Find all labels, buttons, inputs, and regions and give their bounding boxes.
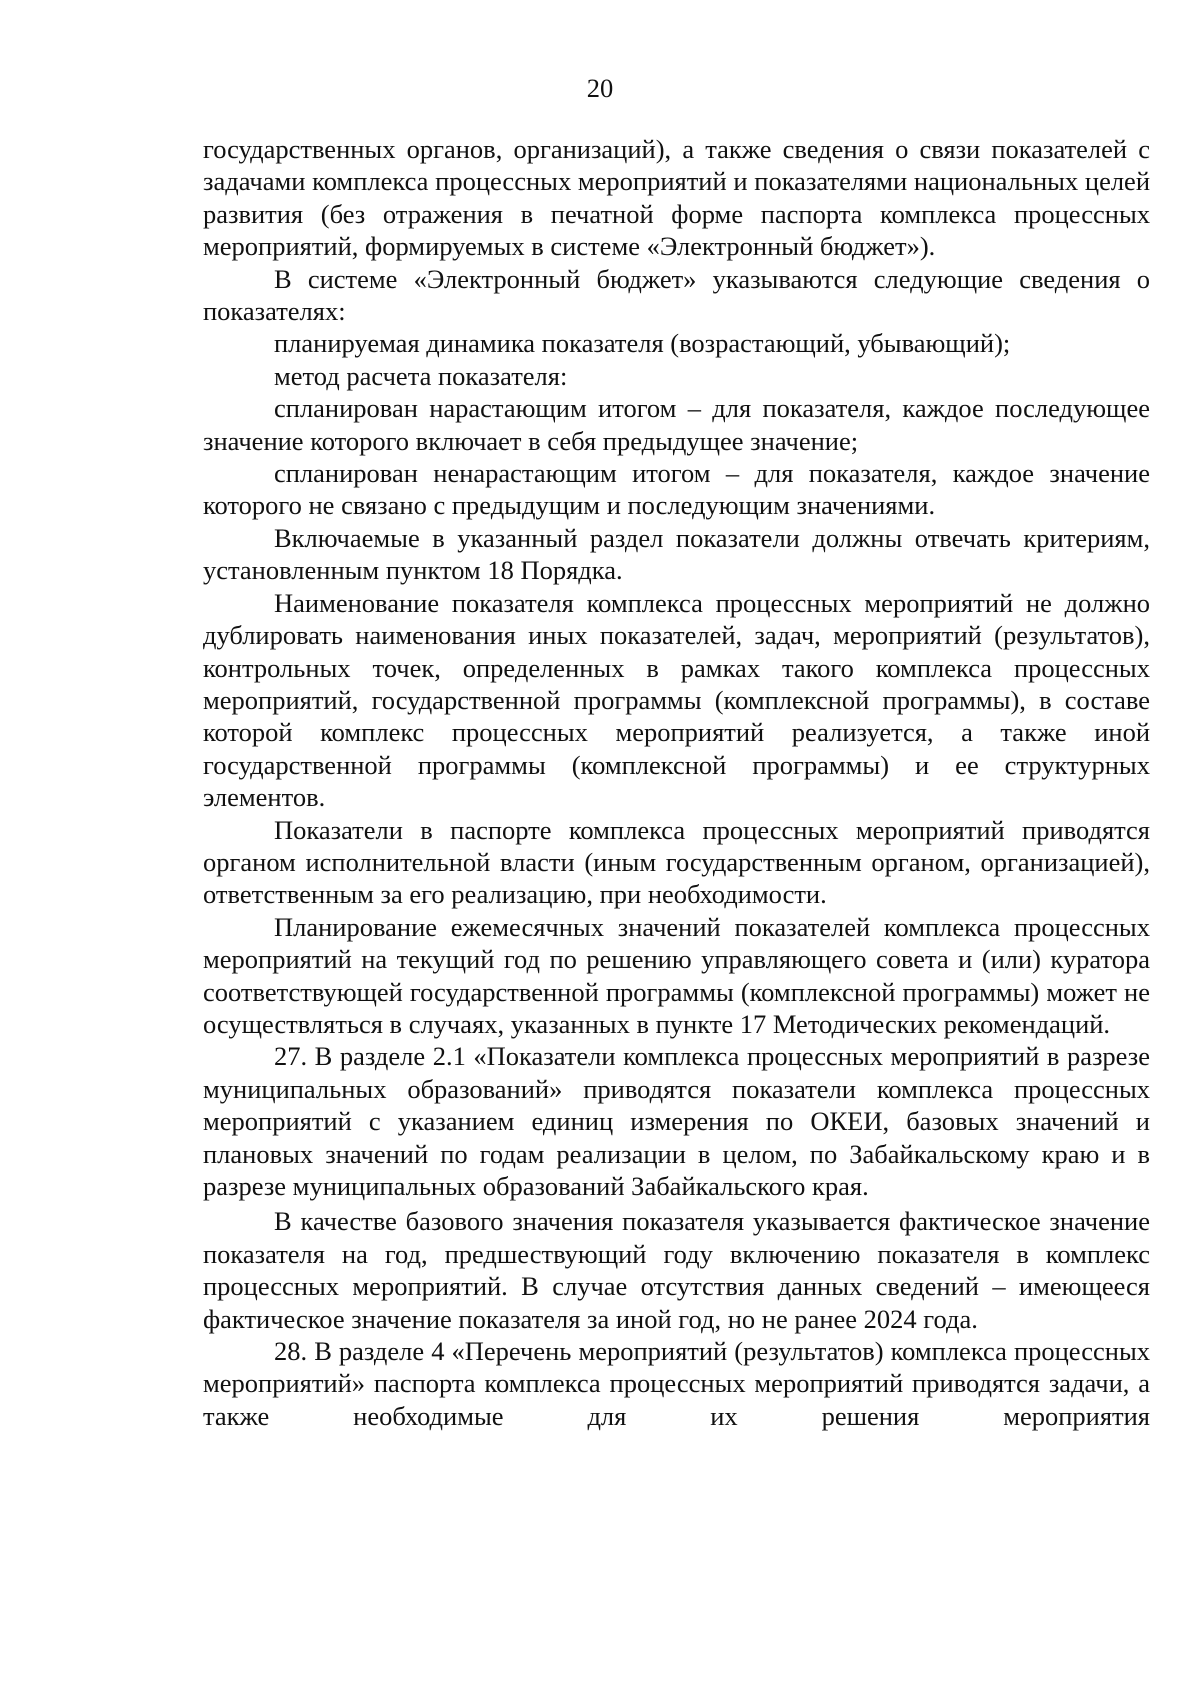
paragraph-base-value: В качестве базового значения показателя указывается фактическое значение показателя на год, предшествующий году включению показателя в комплекс процессных мероприятий. В случае отсутствия данных сведений – имеющееся фактическое значение показателя за иной год, но не ранее 2024 года. xyxy=(203,1206,1150,1334)
list-item-cumulative: спланирован нарастающим итогом – для показателя, каждое последующее значение которого включает в себя предыдущее значение; xyxy=(203,393,1150,456)
paragraph-electronic-budget-info: В системе «Электронный бюджет» указываются следующие сведения о показателях: xyxy=(203,263,1150,327)
paragraph-continuation: государственных органов, организаций), а также сведения о связи показателей с задачами комплекса процессных мероприятий и показателями национальных целей развития (без отражения в печатной форме паспорта комплекса процессных мероприятий, формируемых в системе «Электронный бюджет»). xyxy=(203,134,1150,262)
list-item-dynamics: планируемая динамика показателя (возрастающий, убывающий); xyxy=(274,328,1011,359)
paragraph-item-28: 28. В разделе 4 «Перечень мероприятий (результатов) комплекса процессных мероприятий» паспорта комплекса процессных мероприятий приводятся задачи, а также необходимые для их решения мероприятия xyxy=(203,1336,1150,1431)
paragraph-indicators-passport: Показатели в паспорте комплекса процессных мероприятий приводятся органом исполнительной власти (иным государственным органом, организацией), ответственным за его реализацию, при необходимости. xyxy=(203,814,1150,910)
document-body xyxy=(203,133,1150,1432)
paragraph-item-27: 27. В разделе 2.1 «Показатели комплекса процессных мероприятий в разрезе муниципальных образований» приводятся показатели комплекса процессных мероприятий с указанием единиц измерения по ОКЕИ, базовых значений и плановых значений по годам реализации в целом, по Забайкальскому краю и в разрезе муниципальных образований Забайкальского края. xyxy=(203,1041,1150,1201)
page-number: 20 xyxy=(586,73,614,103)
list-item-calc-method: метод расчета показателя: xyxy=(274,360,568,391)
list-item-non-cumulative: спланирован ненарастающим итогом – для показателя, каждое значение которого не связано с предыдущим и последующим значениями. xyxy=(203,458,1150,521)
paragraph-monthly-planning: Планирование ежемесячных значений показателей комплекса процессных мероприятий на текущий год по решению управляющего совета и (или) куратора соответствующей государственной программы (комплексной программы) может не осуществляться в случаях, указанных в пункте 17 Методических рекомендаций. xyxy=(203,911,1150,1039)
paragraph-criteria: Включаемые в указанный раздел показатели должны отвечать критериям, установленным пунктом 18 Порядка. xyxy=(203,522,1150,586)
paragraph-indicator-naming: Наименование показателя комплекса процессных мероприятий не должно дублировать наименования иных показателей, задач, мероприятий (результатов), контрольных точек, определенных в рамках такого комплекса процессных мероприятий, государственной программы (комплексной программы), в составе которой комплекс процессных мероприятий реализуется, а также иной государственной программы (комплексной программы) и ее структурных элементов. xyxy=(203,587,1150,813)
